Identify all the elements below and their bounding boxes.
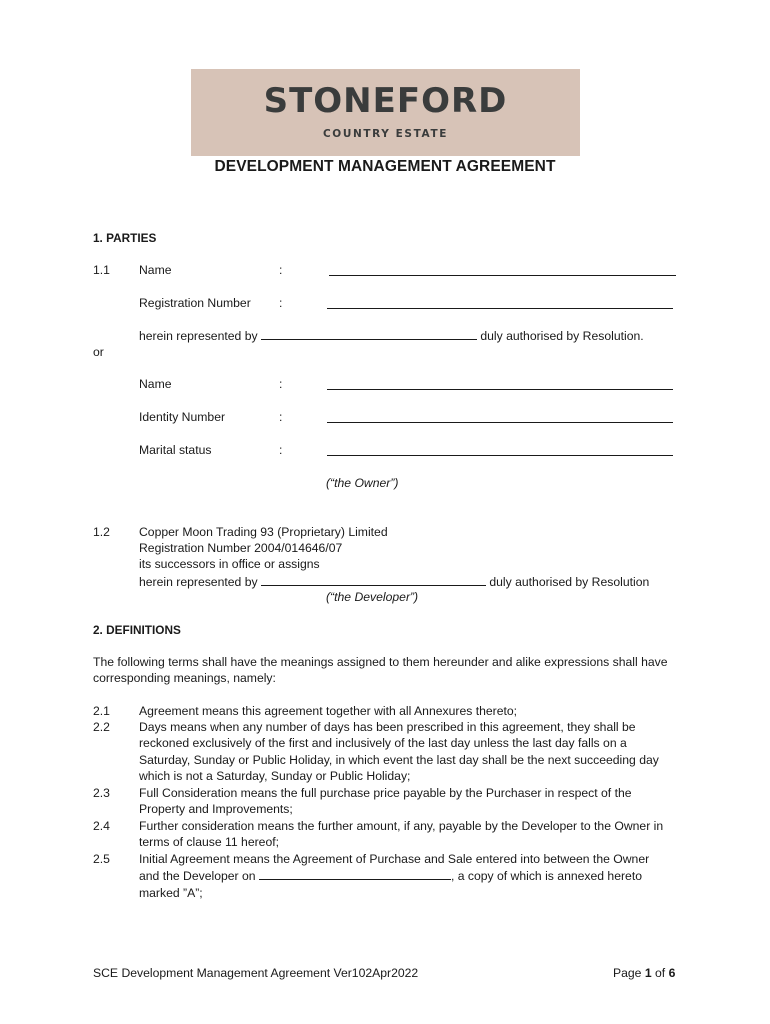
represented-suffix: duly authorised by Resolution [489,575,650,589]
definition-text-before: Initial Agreement means the Agreement of Purchase and Sale entered into between the Owner and the Developer on [139,852,650,884]
represented-prefix: herein represented by [139,329,258,343]
registration-label: Registration Number [139,296,251,310]
representative-blank-field[interactable] [261,327,477,340]
definition-number: 2.5 [93,852,110,866]
represented-prefix: herein represented by [139,575,258,589]
represented-line [139,327,644,344]
developer-representative-blank-field[interactable] [261,573,486,586]
logo-subtitle: COUNTRY ESTATE [322,128,448,140]
colon: : [279,443,283,457]
footer-document-reference: SCE Development Management Agreement Ver102Apr2022 [93,966,419,980]
registration-blank-field[interactable] [327,307,673,309]
name-label-2: Name [139,377,172,391]
marital-label: Marital status [139,443,212,457]
page-total: 6 [668,966,676,980]
definition-number: 2.4 [93,819,110,833]
represented-suffix: duly authorised by Resolution. [480,329,644,343]
page-indicator [613,965,675,981]
of-word: of [655,966,666,980]
section-heading-definitions: 2. DEFINITIONS [93,623,181,637]
or-separator: or [93,345,104,359]
page-word: Page [613,966,642,980]
colon: : [279,263,283,277]
colon: : [279,296,283,310]
logo-name: STONEFORD [263,81,508,121]
agreement-date-blank-field[interactable] [259,867,451,880]
section-heading-parties: 1. PARTIES [93,231,157,245]
clause-number: 1.2 [93,525,110,539]
owner-label: (“the Owner”) [326,476,399,490]
document-title: DEVELOPMENT MANAGEMENT AGREEMENT [214,158,556,175]
definition-text: Further consideration means the further amount, if any, payable by the Developer to the Owner in terms of clause 11 hereof; [139,819,664,850]
definition-number: 2.1 [93,704,110,718]
definition-number: 2.2 [93,720,110,734]
definition-text [139,851,669,901]
company-logo [191,69,580,156]
definition-text: Days means when any number of days has been prescribed in this agreement, they shall be reckoned exclusively of the first and inclusively of the last day unless the last day falls on a Saturday, Sunday or Public Holiday, in which event the last day shall be the next succeeding day which is not a Saturday, Sunday or Public Holiday; [139,720,659,783]
developer-registration: Registration Number 2004/014646/07 [139,541,343,555]
marital-blank-field[interactable] [327,454,673,456]
developer-successors: its successors in office or assigns [139,557,320,571]
definition-text-after: , a copy of which is annexed hereto marked ”A”; [139,869,642,900]
developer-name: Copper Moon Trading 93 (Proprietary) Limited [139,525,388,539]
page-number: 1 [644,966,652,980]
definitions-intro: The following terms shall have the meanings assigned to them hereunder and alike expressions shall have corresponding meanings, namely: [93,655,668,686]
name-blank-field[interactable] [329,274,676,276]
colon: : [279,377,283,391]
definition-number: 2.3 [93,786,110,800]
clause-number: 1.1 [93,263,110,277]
definition-text: Agreement means this agreement together with all Annexures thereto; [139,704,518,718]
identity-blank-field[interactable] [327,421,673,423]
colon: : [279,410,283,424]
name-blank-field-2[interactable] [327,388,673,390]
developer-represented-line [139,573,649,590]
name-label: Name [139,263,172,277]
identity-label: Identity Number [139,410,226,424]
definition-text: Full Consideration means the full purchase price payable by the Purchaser in respect of the Property and Improvements; [139,786,632,817]
developer-label: (“the Developer”) [326,590,419,604]
